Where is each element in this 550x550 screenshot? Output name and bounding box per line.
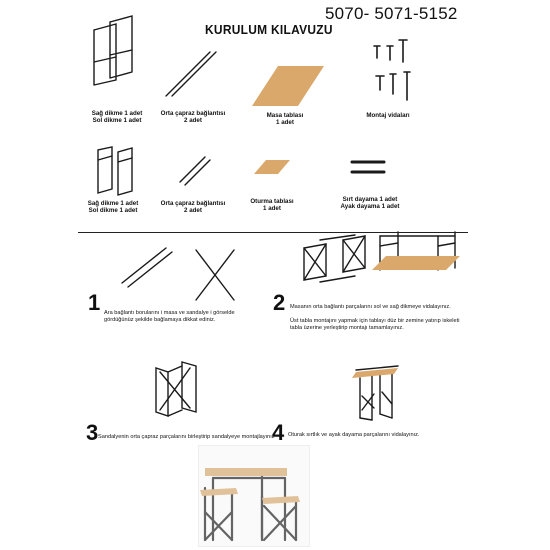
- part-label: Montaj vidaları: [366, 112, 410, 119]
- cross-bar-icon: [166, 52, 216, 96]
- part-label: Sırt dayama 1 adet Ayak dayama 1 adet: [340, 196, 400, 210]
- step2-frame-drawing: [304, 235, 365, 282]
- step3-drawing: [156, 362, 196, 416]
- step-number: 2: [273, 290, 286, 315]
- part-label: Sağ dikme 1 adet Sol dikme 1 adet: [87, 200, 139, 214]
- part-label: Masa tablası 1 adet: [266, 112, 304, 126]
- step-text: Masanın orta bağlantı parçalarını sol ve sağ dikmeye vidalayınız. Üst tabla montajını yapmak için tablayı düz bir zemine yatırıp iskeleti tabla üzerine yerleştirip montajı tamamlayınız.: [290, 304, 460, 331]
- step-number: 4: [272, 420, 285, 445]
- product-photo: [198, 445, 310, 547]
- guide-title: KURULUM KILAVUZU: [205, 22, 333, 37]
- stool-frame-icon: [98, 147, 132, 195]
- part-label: Orta çapraz bağlantısı 2 adet: [160, 110, 226, 124]
- section-divider: [78, 232, 468, 233]
- screws-icon: [374, 40, 410, 100]
- rest-bars-icon: [352, 162, 384, 172]
- table-top-icon: [252, 66, 324, 106]
- seat-top-icon: [254, 160, 290, 174]
- model-codes: 5070- 5071-5152: [325, 4, 458, 23]
- step-number: 1: [88, 290, 101, 315]
- step-number: 3: [86, 420, 99, 445]
- part-label: Orta çapraz bağlantısı 2 adet: [160, 200, 226, 214]
- table-frame-icon: [94, 16, 132, 85]
- part-label: Oturma tablası 1 adet: [250, 198, 294, 212]
- part-label: Sağ dikme 1 adet Sol dikme 1 adet: [91, 110, 143, 124]
- step-text: Sandalyenin orta çapraz parçalarını birleştirip sandalyeye montajlayınız: [98, 434, 275, 440]
- cross-bar-small-icon: [180, 157, 210, 185]
- step-text: Oturak sırtlık ve ayak dayama parçalarını vidalayınız.: [288, 432, 420, 438]
- step2-tabletop: [372, 256, 460, 270]
- step1-drawing: [122, 248, 234, 300]
- step-text: Ara bağlantı borularını i masa ve sandalye i görselde gördüğünüz şekilde bağlamaya dikkat ediniz.: [104, 310, 235, 323]
